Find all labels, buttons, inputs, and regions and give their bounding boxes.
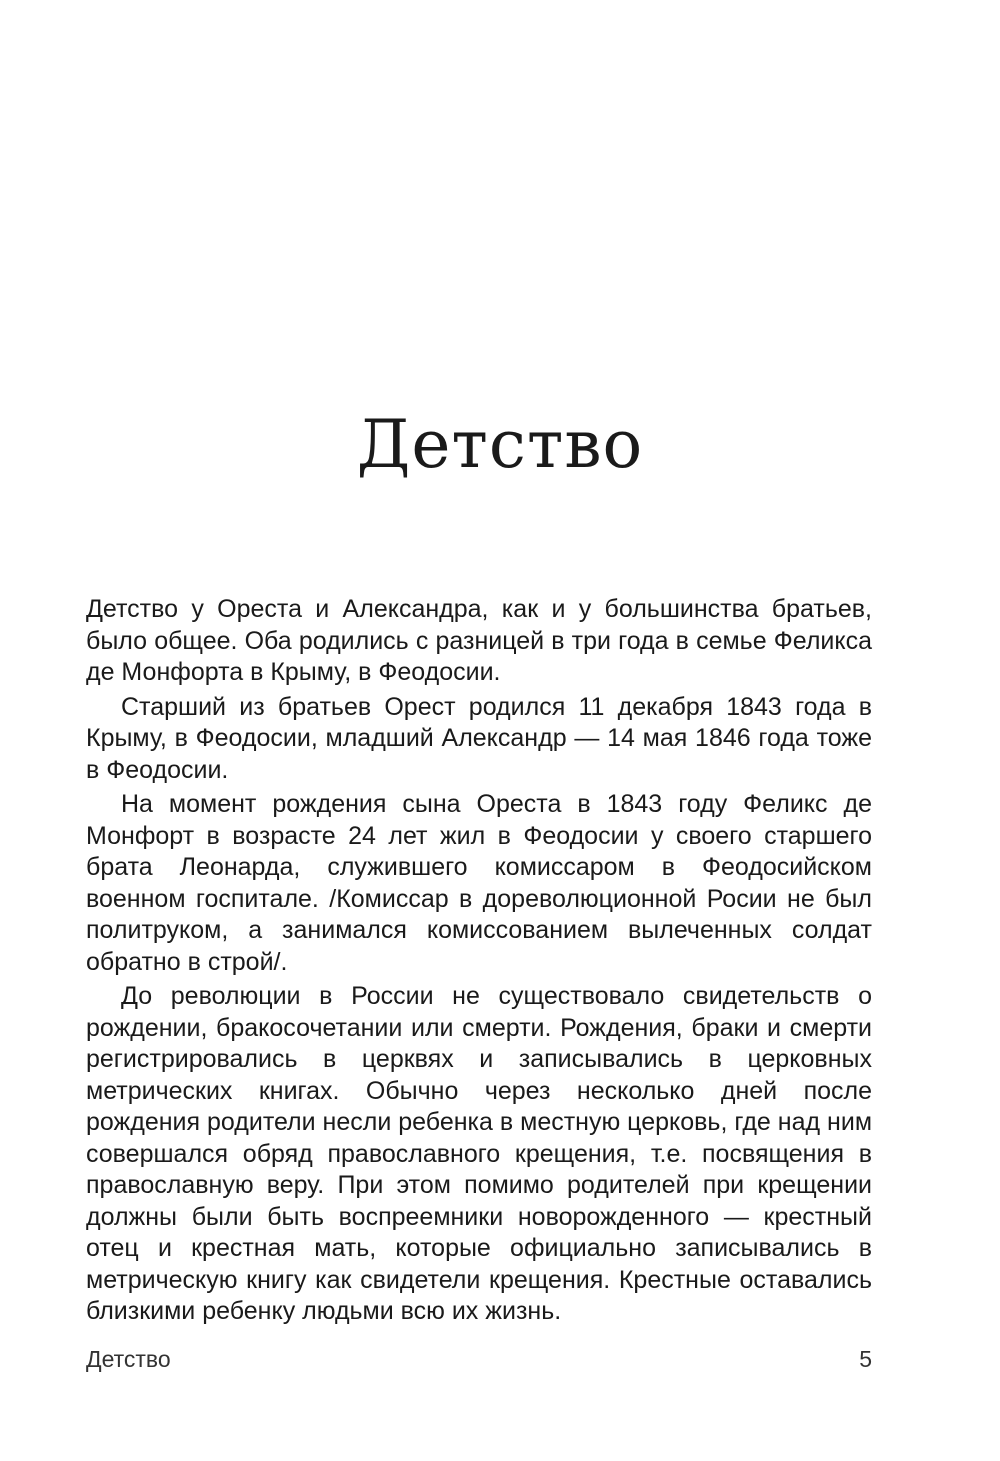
- page-number: 5: [859, 1346, 872, 1372]
- paragraph-2: Старший из братьев Орест родился 11 декабря 1843 года в Крыму, в Феодосии, младший Александр — 14 мая 1846 года тоже в Феодосии.: [86, 692, 872, 784]
- paragraph-4: До революции в России не существовало свидетельств о рождении, бракосочетании или смерти. Рождения, браки и смерти регистрировались в церквях и записывались в церковных метрических книгах. Обычно через несколько дней после рождения родители несли ребенка в местную церковь, где над ним совершался обряд православного крещения, т.е. посвящения в православную веру. При этом помимо родителей при крещении должны были быть воспреемники новорожденного — крестный отец и крестная мать, которые официально записывались в метрическую книгу как свидетели крещения. Крестные оставались близкими ребенку людьми всю их жизнь.: [86, 982, 872, 1325]
- paragraph-1: Детство у Ореста и Александра, как и у большинства братьев, было общее. Оба родились с разницей в три года в семье Феликса де Монфорта в Крыму, в Феодосии.: [86, 595, 872, 686]
- body-text: [86, 594, 872, 1331]
- running-title: Детство: [86, 1346, 171, 1372]
- paragraph-3: На момент рождения сына Ореста в 1843 году Феликс де Монфорт в возрасте 24 лет жил в Феодосии у своего старшего брата Леонарда, служившего комиссаром в Феодосийском военном госпитале. /Комиссар в дореволюционной Росии не был политруком, а занимался комиссованием вылеченных солдат обратно в строй/.: [86, 790, 872, 976]
- chapter-title: Детство: [356, 406, 644, 483]
